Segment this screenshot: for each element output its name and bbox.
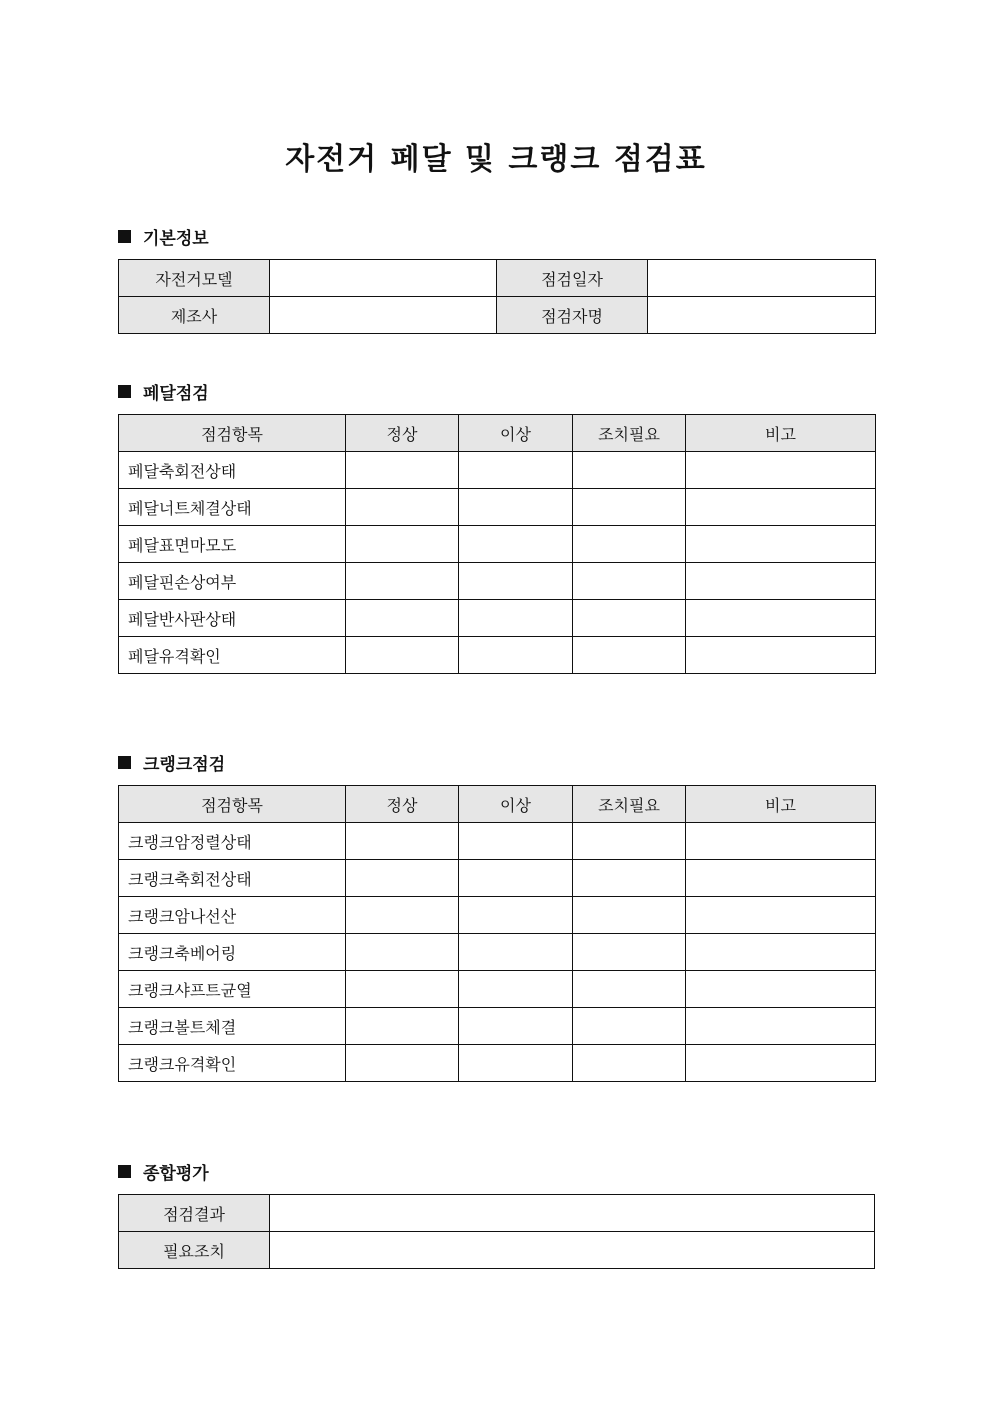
inspection-item: 크랭크축회전상태 xyxy=(119,860,346,897)
action-needed-cell[interactable] xyxy=(573,823,686,860)
normal-cell[interactable] xyxy=(346,971,459,1008)
abnormal-cell[interactable] xyxy=(459,1045,573,1082)
table-row xyxy=(119,860,876,897)
remarks-cell[interactable] xyxy=(686,897,876,934)
remarks-cell[interactable] xyxy=(686,489,876,526)
table-row xyxy=(119,897,876,934)
remarks-cell[interactable] xyxy=(686,637,876,674)
table-row xyxy=(119,489,876,526)
action-needed-cell[interactable] xyxy=(573,637,686,674)
table-row xyxy=(119,934,876,971)
label-action: 필요조치 xyxy=(119,1232,270,1269)
table-row xyxy=(119,452,876,489)
remarks-cell[interactable] xyxy=(686,452,876,489)
square-bullet-icon xyxy=(118,385,131,398)
abnormal-cell[interactable] xyxy=(459,1008,573,1045)
abnormal-cell[interactable] xyxy=(459,860,573,897)
table-row xyxy=(119,637,876,674)
normal-cell[interactable] xyxy=(346,489,459,526)
column-header: 이상 xyxy=(459,415,573,452)
action-needed-cell[interactable] xyxy=(573,600,686,637)
page-title: 자전거 페달 및 크랭크 점검표 xyxy=(285,142,707,177)
bike-model-field[interactable] xyxy=(270,260,497,297)
column-header: 조치필요 xyxy=(573,786,686,823)
inspection-item: 페달너트체결상태 xyxy=(119,489,346,526)
section-heading: 종합평가 xyxy=(143,1164,209,1184)
label-inspection-date: 점검일자 xyxy=(497,260,648,297)
action-needed-cell[interactable] xyxy=(573,563,686,600)
label-result: 점검결과 xyxy=(119,1195,270,1232)
remarks-cell[interactable] xyxy=(686,823,876,860)
section-summary xyxy=(118,1159,209,1184)
abnormal-cell[interactable] xyxy=(459,600,573,637)
table-row xyxy=(119,600,876,637)
manufacturer-field[interactable] xyxy=(270,297,497,334)
section-heading: 페달점검 xyxy=(143,384,209,404)
inspection-item: 페달표면마모도 xyxy=(119,526,346,563)
remarks-cell[interactable] xyxy=(686,563,876,600)
abnormal-cell[interactable] xyxy=(459,971,573,1008)
result-field[interactable] xyxy=(270,1195,875,1232)
action-needed-cell[interactable] xyxy=(573,897,686,934)
label-bike-model: 자전거모델 xyxy=(119,260,270,297)
inspection-item: 페달반사판상태 xyxy=(119,600,346,637)
crank-table xyxy=(118,785,876,1082)
abnormal-cell[interactable] xyxy=(459,452,573,489)
section-crank xyxy=(118,750,225,775)
table-row xyxy=(119,823,876,860)
inspection-item: 크랭크볼트체결 xyxy=(119,1008,346,1045)
normal-cell[interactable] xyxy=(346,526,459,563)
abnormal-cell[interactable] xyxy=(459,563,573,600)
abnormal-cell[interactable] xyxy=(459,526,573,563)
normal-cell[interactable] xyxy=(346,637,459,674)
inspector-name-field[interactable] xyxy=(648,297,876,334)
inspection-item: 페달유격확인 xyxy=(119,637,346,674)
normal-cell[interactable] xyxy=(346,600,459,637)
action-needed-cell[interactable] xyxy=(573,1008,686,1045)
column-header: 이상 xyxy=(459,786,573,823)
section-basic-info xyxy=(118,224,209,249)
action-field[interactable] xyxy=(270,1232,875,1269)
table-row xyxy=(119,1045,876,1082)
normal-cell[interactable] xyxy=(346,897,459,934)
inspection-item: 페달핀손상여부 xyxy=(119,563,346,600)
label-manufacturer: 제조사 xyxy=(119,297,270,334)
column-header: 비고 xyxy=(686,786,876,823)
remarks-cell[interactable] xyxy=(686,971,876,1008)
summary-table xyxy=(118,1194,875,1269)
abnormal-cell[interactable] xyxy=(459,489,573,526)
section-pedal xyxy=(118,379,209,404)
section-heading: 기본정보 xyxy=(143,229,209,249)
square-bullet-icon xyxy=(118,756,131,769)
inspection-item: 크랭크축베어링 xyxy=(119,934,346,971)
inspection-item: 페달축회전상태 xyxy=(119,452,346,489)
inspection-date-field[interactable] xyxy=(648,260,876,297)
remarks-cell[interactable] xyxy=(686,1045,876,1082)
action-needed-cell[interactable] xyxy=(573,452,686,489)
table-row xyxy=(119,563,876,600)
abnormal-cell[interactable] xyxy=(459,934,573,971)
remarks-cell[interactable] xyxy=(686,600,876,637)
column-header: 정상 xyxy=(346,786,459,823)
normal-cell[interactable] xyxy=(346,452,459,489)
normal-cell[interactable] xyxy=(346,563,459,600)
action-needed-cell[interactable] xyxy=(573,526,686,563)
table-row xyxy=(119,1008,876,1045)
abnormal-cell[interactable] xyxy=(459,637,573,674)
normal-cell[interactable] xyxy=(346,823,459,860)
normal-cell[interactable] xyxy=(346,1045,459,1082)
inspection-item: 크랭크유격확인 xyxy=(119,1045,346,1082)
square-bullet-icon xyxy=(118,230,131,243)
abnormal-cell[interactable] xyxy=(459,823,573,860)
normal-cell[interactable] xyxy=(346,1008,459,1045)
normal-cell[interactable] xyxy=(346,860,459,897)
remarks-cell[interactable] xyxy=(686,934,876,971)
normal-cell[interactable] xyxy=(346,934,459,971)
column-header: 조치필요 xyxy=(573,415,686,452)
inspection-item: 크랭크암정렬상태 xyxy=(119,823,346,860)
inspection-item: 크랭크암나선산 xyxy=(119,897,346,934)
remarks-cell[interactable] xyxy=(686,526,876,563)
inspection-item: 크랭크샤프트균열 xyxy=(119,971,346,1008)
basic-info-table xyxy=(118,259,876,334)
column-header: 비고 xyxy=(686,415,876,452)
column-header: 점검항목 xyxy=(119,415,346,452)
abnormal-cell[interactable] xyxy=(459,897,573,934)
action-needed-cell[interactable] xyxy=(573,860,686,897)
action-needed-cell[interactable] xyxy=(573,934,686,971)
label-inspector-name: 점검자명 xyxy=(497,297,648,334)
table-row xyxy=(119,971,876,1008)
remarks-cell[interactable] xyxy=(686,1008,876,1045)
pedal-table xyxy=(118,414,876,674)
action-needed-cell[interactable] xyxy=(573,489,686,526)
section-heading: 크랭크점검 xyxy=(143,755,226,775)
square-bullet-icon xyxy=(118,1165,131,1178)
table-row xyxy=(119,526,876,563)
action-needed-cell[interactable] xyxy=(573,1045,686,1082)
action-needed-cell[interactable] xyxy=(573,971,686,1008)
remarks-cell[interactable] xyxy=(686,860,876,897)
column-header: 점검항목 xyxy=(119,786,346,823)
column-header: 정상 xyxy=(346,415,459,452)
